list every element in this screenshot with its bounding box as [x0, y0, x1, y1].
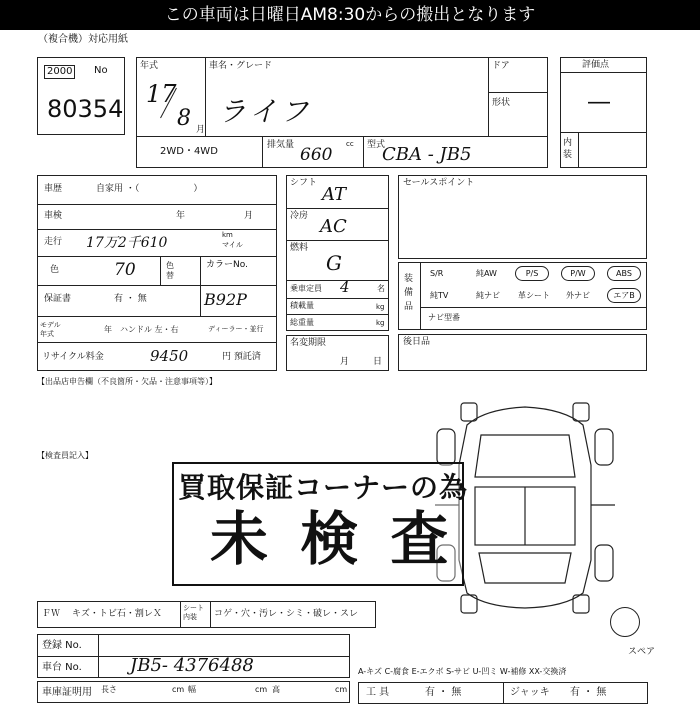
stamp-line2: 未 検 査: [210, 505, 455, 573]
chassis-value: JB5- 4376488: [130, 655, 254, 676]
month-suffix: 月: [196, 125, 206, 135]
seat-text: コゲ・穴・汚レ・シミ・破レ・スレ: [214, 609, 359, 619]
handle-label: ハンドル 左・右: [120, 325, 179, 334]
displacement-value: 660: [300, 145, 333, 165]
equip-ext-navi: 外ナビ: [566, 291, 590, 300]
door-label: ドア: [492, 61, 510, 71]
name-grade-label: 車名・グレード: [209, 61, 273, 71]
load-label: 積載量: [290, 301, 314, 310]
notice-banner: この車両は日曜日AM8:30からの搬出となります: [0, 0, 700, 30]
year-label: 年式: [140, 61, 159, 71]
color-change-label: 色替: [166, 261, 174, 280]
inspection-label: 車検: [44, 211, 63, 221]
drive-label: 2WD・4WD: [160, 146, 218, 157]
color-value: 70: [114, 260, 136, 280]
capacity-unit: 名: [377, 284, 385, 293]
recycle-unit: 円 預託済: [222, 352, 261, 362]
history-value: 自家用 ・（ ）: [96, 184, 203, 194]
score-value: ―: [588, 90, 610, 115]
transfer-unit: 月日: [340, 357, 407, 367]
displacement-label: 排気量: [267, 140, 295, 150]
model-year-unit: 年: [104, 325, 112, 334]
equip-leather: 革シート: [518, 291, 550, 300]
equip-airbag-circled: エアB: [607, 288, 641, 303]
inspection-year-unit: 年: [176, 211, 186, 221]
mileage-label: 走行: [44, 237, 63, 247]
weight-unit: kg: [376, 319, 385, 327]
fw-text: キズ・トビ石・割レＸ: [72, 609, 162, 619]
tools-value: 有 ・ 無: [425, 687, 462, 698]
shift-value: AT: [322, 184, 347, 205]
mileage-unit-km: km: [222, 231, 233, 239]
dealer-label: ディーラー・並行: [208, 325, 264, 333]
tools-label: 工 具: [366, 687, 390, 698]
mileage-unit-mile: マイル: [222, 241, 243, 249]
color-no-label: カラーNo.: [206, 260, 248, 270]
displacement-unit: cc: [346, 140, 354, 148]
jack-value: 有 ・ 無: [570, 687, 607, 698]
warranty-label: 保証書: [44, 294, 72, 304]
weight-label: 総重量: [290, 318, 314, 327]
sales-point-label: セールスポイント: [403, 178, 475, 188]
stamp-line1: 買取保証コーナーの為: [178, 471, 469, 504]
equip-navi: 純ナビ: [476, 291, 500, 300]
chassis-label: 車台 No.: [42, 662, 82, 673]
cert-unit-4: 高: [272, 685, 280, 694]
equip-aw: 純AW: [476, 269, 497, 278]
jack-label: ジャッキ: [510, 687, 550, 698]
seat-label: シート内装: [183, 604, 204, 621]
month-value: 8: [177, 106, 191, 131]
spare-tire-icon: [610, 607, 640, 637]
inspector-label: 【検査員記入】: [37, 451, 93, 460]
name-grade-value: ライフ: [218, 95, 313, 128]
color-label: 色: [50, 265, 60, 275]
cert-unit-2: 幅: [188, 685, 196, 694]
fw-label: ＦＷ: [42, 609, 61, 619]
cert-unit-1: cm: [172, 685, 185, 694]
score-label: 評価点: [582, 60, 610, 70]
capacity-value: 4: [340, 278, 350, 296]
mileage-value: 17万2千610: [86, 235, 168, 251]
recycle-label: リサイクル料金: [42, 352, 104, 362]
warranty-value: 有 ・ 無: [114, 294, 147, 304]
shape-label: 形状: [492, 98, 511, 108]
year-value: 17: [146, 80, 177, 108]
navi-model-label: ナビ型番: [428, 313, 460, 322]
cert-unit-5: cm: [335, 685, 348, 694]
lot-prefix: No: [94, 65, 108, 76]
equip-pw-circled: P/W: [561, 266, 595, 281]
store-notes-label: 【出品店申告欄（不良箇所・欠品・注意事項等）】: [37, 377, 217, 386]
model-year-label: モデル年式: [40, 321, 61, 338]
capacity-label: 乗車定員: [290, 284, 322, 293]
lot-year-box: 2000: [44, 65, 75, 79]
shift-label: シフト: [290, 178, 318, 188]
color-no-value: B92P: [204, 290, 247, 309]
interior-label: 内装: [563, 138, 573, 160]
form-type-label: （複合機）対応用紙: [38, 34, 128, 45]
garage-cert-label: 車庫証明用: [42, 687, 92, 698]
history-label: 車歴: [44, 184, 63, 194]
model-code-label: 型式: [367, 140, 386, 150]
equip-ps-circled: P/S: [515, 266, 549, 281]
model-code-value: CBA - JB5: [382, 144, 472, 165]
equip-tv: 純TV: [430, 291, 449, 300]
fuel-label: 燃料: [290, 243, 309, 253]
equip-abs-circled: ABS: [607, 266, 641, 281]
load-unit: kg: [376, 303, 385, 311]
cert-unit-3: cm: [255, 685, 268, 694]
fuel-value: G: [326, 251, 342, 275]
transfer-label: 名変期限: [290, 338, 327, 348]
ac-value: AC: [320, 216, 347, 237]
later-items-box: [398, 334, 647, 371]
later-items-label: 後日品: [403, 337, 431, 347]
spare-label: スペア: [628, 647, 656, 657]
equip-sr: S/R: [430, 269, 444, 278]
damage-legend: A-キズ C-腐食 E-エクボ S-サビ U-凹ミ W-補修 XX-交換済: [358, 667, 567, 676]
equipment-label: 装備品: [404, 274, 414, 312]
registration-label: 登録 No.: [42, 640, 82, 651]
cert-length-label: 長さ: [101, 685, 117, 694]
ac-label: 冷房: [290, 211, 309, 221]
lot-number: 80354: [47, 95, 124, 123]
recycle-value: 9450: [150, 347, 189, 365]
inspection-month-unit: 月: [244, 211, 254, 221]
